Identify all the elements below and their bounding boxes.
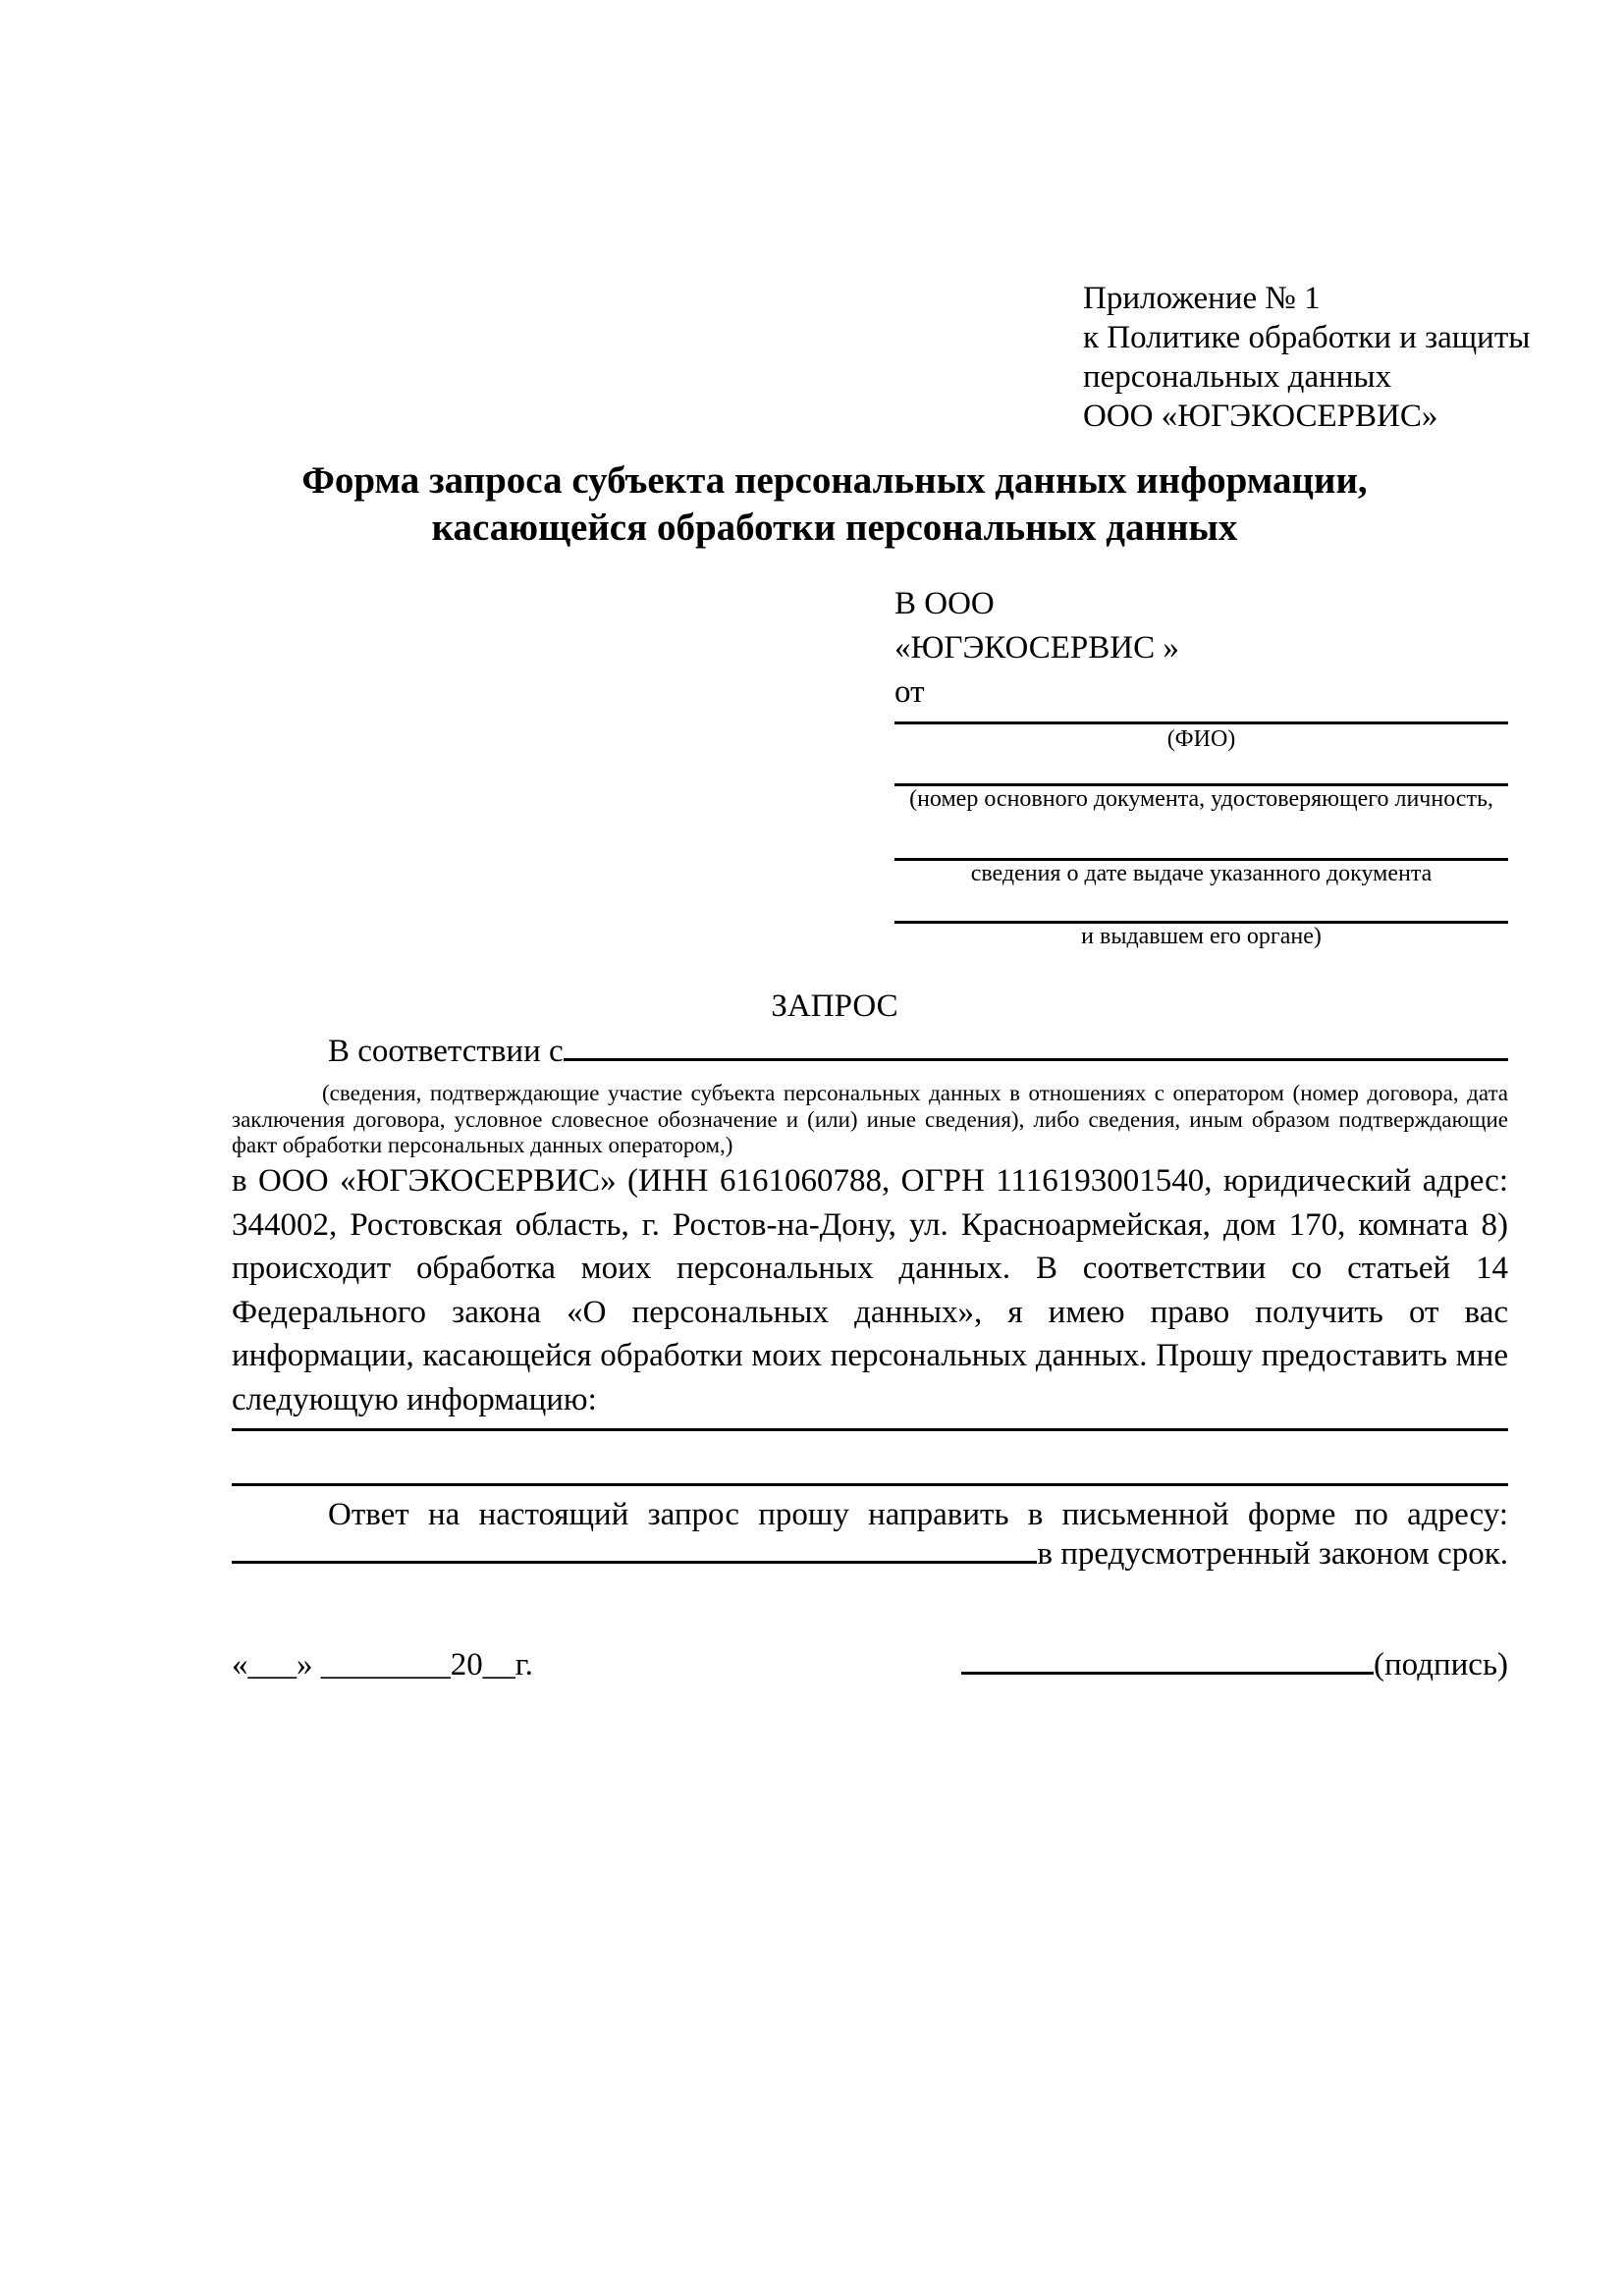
information-blank-line-2: [232, 1483, 1508, 1486]
addressee-company-line: «ЮГЭКОСЕРВИС »: [894, 630, 1179, 666]
fio-caption: (ФИО): [1166, 726, 1236, 752]
issue-date-caption: сведения о дате выдаче указанного документа: [970, 861, 1433, 886]
reply-request-line: Ответ на настоящий запрос прошу направить в письменной форме по адресу:: [328, 1497, 1508, 1532]
reply-address-row: [232, 1532, 1508, 1576]
request-basis-blank-line: [564, 1058, 1508, 1061]
addressee-from-label: от: [894, 674, 925, 710]
issuing-authority-caption: и выдавшем его органе): [1081, 924, 1322, 949]
title-line-1: Форма запроса субъекта персональных данных информации,: [301, 459, 1368, 502]
reply-deadline-text: в предусмотренный законом срок.: [1037, 1536, 1508, 1572]
addressee-to-line: В ООО: [894, 586, 995, 621]
title-line-2: касающейся обработки персональных данных: [431, 507, 1238, 549]
signature-blank-line: [961, 1672, 1374, 1675]
information-blank-line-1: [232, 1428, 1508, 1431]
appendix-line-4: ООО «ЮГЭКОСЕРВИС»: [1083, 399, 1438, 434]
request-heading: ЗАПРОС: [771, 988, 898, 1024]
reply-address-blank-line: [232, 1561, 1037, 1564]
document-number-caption: (номер основного документа, удостоверяющего личность,: [909, 786, 1493, 812]
request-basis-row: [232, 1030, 1508, 1074]
signature-row: [232, 1643, 1508, 1687]
request-body-paragraph: в ООО «ЮГЭКОСЕРВИС» (ИНН 6161060788, ОГРН 1116193001540, юридический адрес: 344002, Ростовская область, г. Ростов-на-Дону, ул. Красноармейская, дом 170, комната 8) происходит обработка моих персональных данных. В соответствии со статьей 14 Федерального закона «О персональных данных», я имею право получить от вас информации, касающейся обработки моих персональных данных. Прошу предоставить мне следующую информацию:: [232, 1163, 1508, 1417]
appendix-block: [1083, 279, 1530, 436]
fio-blank-line: [894, 721, 1508, 724]
appendix-line-1: Приложение № 1: [1083, 281, 1321, 316]
date-blank-text: «___» ________20__г.: [232, 1647, 533, 1682]
appendix-line-3: персональных данных: [1083, 359, 1392, 395]
signature-caption: (подпись): [1374, 1647, 1508, 1682]
appendix-line-2: к Политике обработки и защиты: [1083, 320, 1531, 355]
addressee-block: [894, 582, 1508, 950]
basis-fineprint-caption: (сведения, подтверждающие участие субъекта персональных данных в отношениях с оператором (номер договора, дата заключения договора, условное словесное обозначение и (или) иные сведения), либо сведения, иным образом подтверждающие факт обработки персональных данных оператором,): [232, 1081, 1508, 1157]
request-basis-label: В соответствии с: [328, 1034, 564, 1069]
document-title: [157, 457, 1512, 552]
